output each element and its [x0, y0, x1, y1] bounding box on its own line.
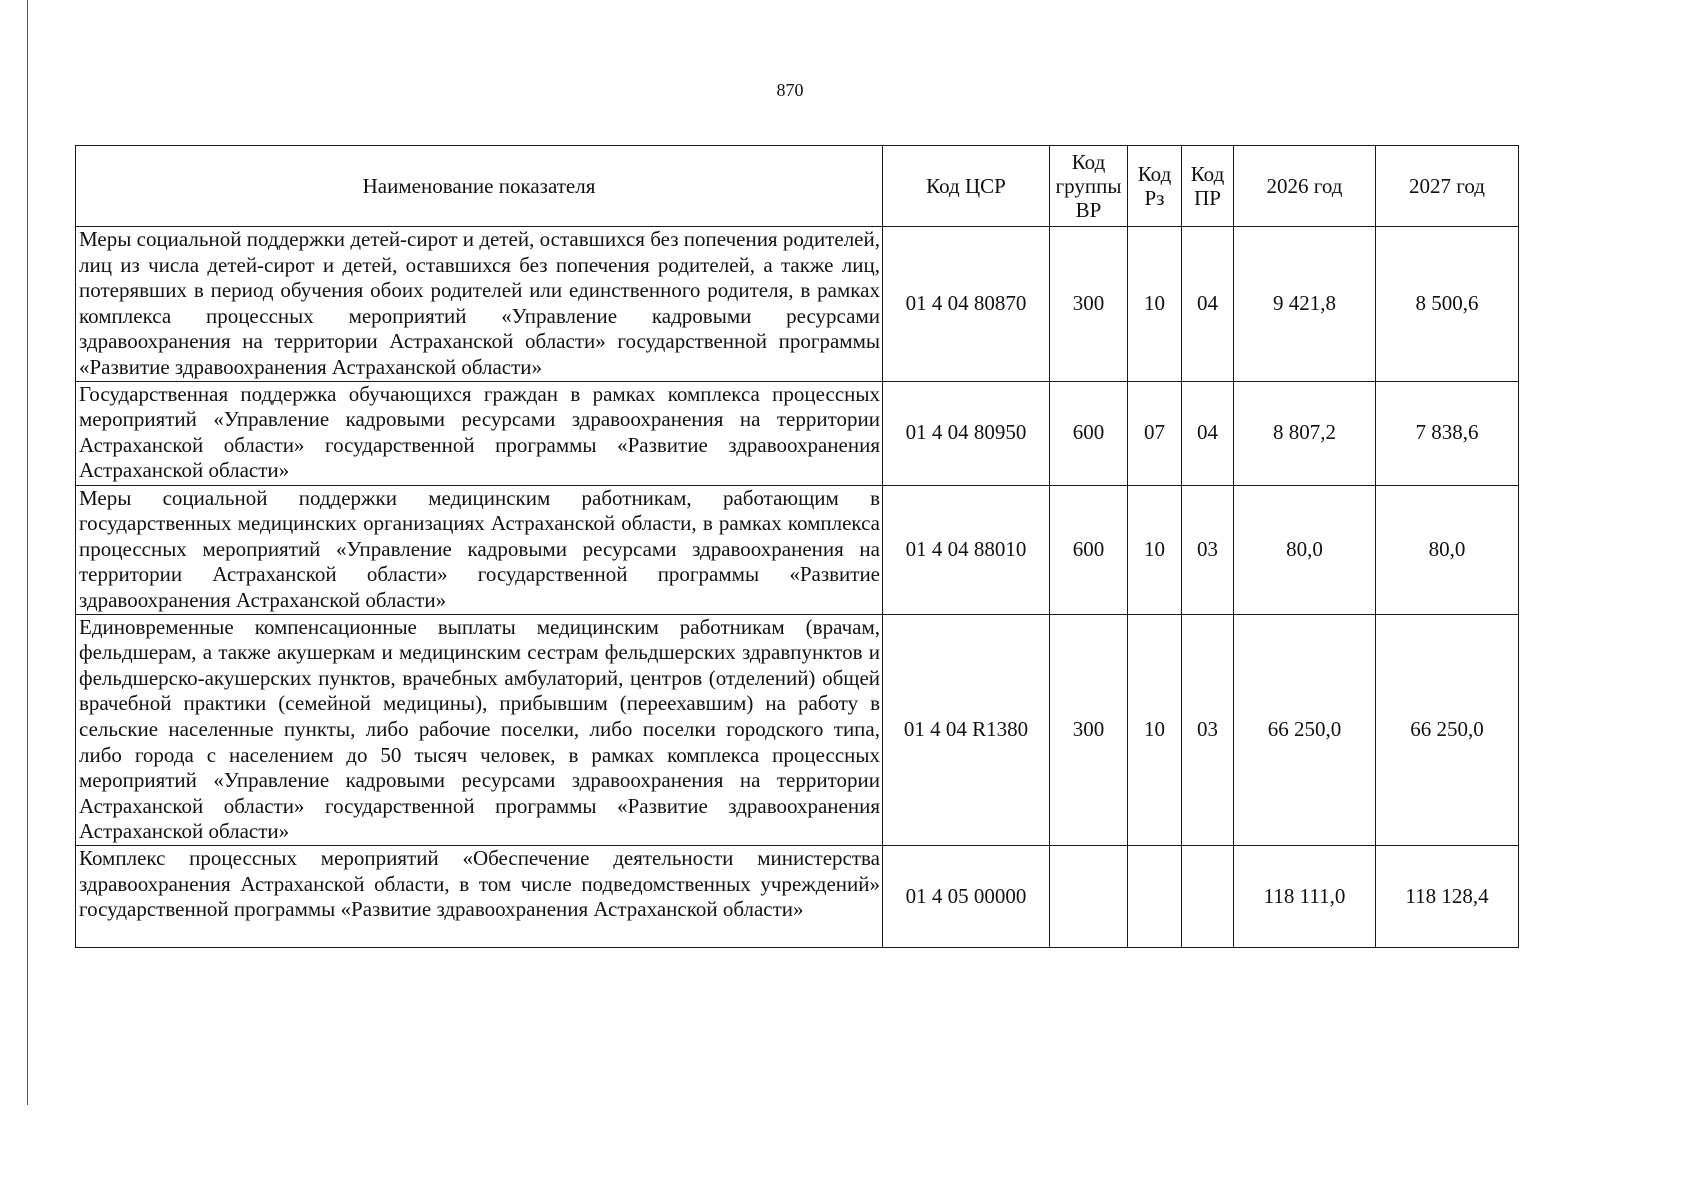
row-vr: [1050, 845, 1128, 947]
row-rz: 10: [1128, 227, 1182, 382]
header-2026: 2026 год: [1234, 146, 1376, 227]
row-rz: 10: [1128, 614, 1182, 845]
row-pr: 03: [1182, 485, 1234, 614]
header-csr: Код ЦСР: [883, 146, 1050, 227]
scan-edge-line: [27, 0, 28, 1105]
header-rz: Код Рз: [1128, 146, 1182, 227]
row-rz: [1128, 845, 1182, 947]
row-2027: 66 250,0: [1376, 614, 1519, 845]
row-name: Меры социальной поддержки детей-сирот и детей, оставшихся без попечения родителей, лиц из числа детей-сирот и детей, оставшихся без попечения родителей, а также лиц, потерявших в период обучения обоих родителей или единственного родителя, в рамках комплекса процессных мероприятий «Управление кадровыми ресурсами здравоохранения на территории Астраханской области» государственной программы «Развитие здравоохранения Астраханской области»: [76, 227, 883, 382]
row-csr: 01 4 04 80870: [883, 227, 1050, 382]
row-rz: 07: [1128, 381, 1182, 485]
page-number: 870: [776, 80, 804, 100]
header-2027: 2027 год: [1376, 146, 1519, 227]
row-vr: 300: [1050, 227, 1128, 382]
row-pr: 04: [1182, 381, 1234, 485]
row-2027: 80,0: [1376, 485, 1519, 614]
row-2027: 7 838,6: [1376, 381, 1519, 485]
table-row: [76, 381, 1519, 485]
row-name: Единовременные компенсационные выплаты медицинским работникам (врачам, фельдшерам, а также акушеркам и медицинским сестрам фельдшерских здравпунктов и фельдшерско-акушерских пунктов, врачебных амбулаторий, центров (отделений) общей врачебной практики (семейной медицины), прибывшим (переехавшим) на работу в сельские населенные пункты, либо рабочие поселки, либо поселки городского типа, либо города с населением до 50 тысяч человек, в рамках комплекса процессных мероприятий «Управление кадровыми ресурсами здравоохранения на территории Астраханской области» государственной программы «Развитие здравоохранения Астраханской области»: [76, 614, 883, 845]
row-name: Комплекс процессных мероприятий «Обеспечение деятельности министерства здравоохранения Астраханской области, в том числе подведомственных учреждений» государственной программы «Развитие здравоохранения Астраханской области»: [76, 845, 883, 947]
row-2026: 66 250,0: [1234, 614, 1376, 845]
header-pr: Код ПР: [1182, 146, 1234, 227]
row-2026: 118 111,0: [1234, 845, 1376, 947]
table-row: [76, 845, 1519, 947]
budget-table: [75, 145, 1519, 948]
row-pr: 04: [1182, 227, 1234, 382]
row-2026: 80,0: [1234, 485, 1376, 614]
row-csr: 01 4 04 80950: [883, 381, 1050, 485]
header-name: Наименование показателя: [76, 146, 883, 227]
row-pr: 03: [1182, 614, 1234, 845]
row-name: Меры социальной поддержки медицинским работникам, работающим в государственных медицинских организациях Астраханской области, в рамках комплекса процессных мероприятий «Управление кадровыми ресурсами здравоохранения на территории Астраханской области» государственной программы «Развитие здравоохранения Астраханской области»: [76, 485, 883, 614]
row-vr: 600: [1050, 485, 1128, 614]
row-csr: 01 4 04 88010: [883, 485, 1050, 614]
row-vr: 300: [1050, 614, 1128, 845]
row-vr: 600: [1050, 381, 1128, 485]
row-csr: 01 4 04 R1380: [883, 614, 1050, 845]
row-name: Государственная поддержка обучающихся граждан в рамках комплекса процессных мероприятий «Управление кадровыми ресурсами здравоохранения на территории Астраханской области» государственной программы «Развитие здравоохранения Астраханской области»: [76, 381, 883, 485]
row-rz: 10: [1128, 485, 1182, 614]
row-pr: [1182, 845, 1234, 947]
table-row: [76, 485, 1519, 614]
row-2026: 9 421,8: [1234, 227, 1376, 382]
row-2027: 118 128,4: [1376, 845, 1519, 947]
row-csr: 01 4 05 00000: [883, 845, 1050, 947]
table-row: [76, 614, 1519, 845]
header-vr: Код группы ВР: [1050, 146, 1128, 227]
row-2027: 8 500,6: [1376, 227, 1519, 382]
table-header-row: [76, 146, 1519, 227]
table-row: [76, 227, 1519, 382]
row-2026: 8 807,2: [1234, 381, 1376, 485]
